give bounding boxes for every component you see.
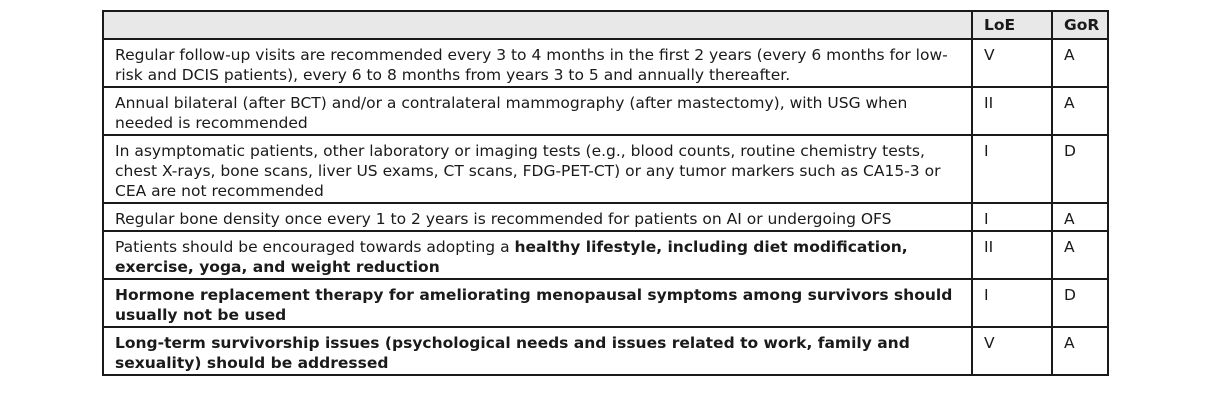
header-gor: GoR [1052, 11, 1108, 39]
table-row [103, 203, 1108, 231]
table-body [103, 39, 1108, 375]
statement-text: In asymptomatic patients, other laboratory or imaging tests (e.g., blood counts, routine chemistry tests, chest X-rays, bone scans, liver US exams, CT scans, FDG-PET-CT) or any tumor markers such as CA15-3 or CEA are not recommended [115, 142, 941, 200]
table-header [103, 11, 1108, 39]
header-statement [103, 11, 972, 39]
loe-cell: I [972, 135, 1052, 203]
gor-cell: A [1052, 327, 1108, 375]
table-row [103, 87, 1108, 135]
table-row [103, 39, 1108, 87]
statement-cell [103, 279, 972, 327]
statement-text: Regular follow-up visits are recommended every 3 to 4 months in the first 2 years (every 6 months for low-risk and DCIS patients), every 6 to 8 months from years 3 to 5 and annually thereafter. [115, 46, 948, 84]
header-loe: LoE [972, 11, 1052, 39]
gor-cell: A [1052, 39, 1108, 87]
statement-cell [103, 203, 972, 231]
recommendations-table [102, 10, 1109, 376]
table-row [103, 231, 1108, 279]
loe-cell: II [972, 231, 1052, 279]
loe-cell: I [972, 279, 1052, 327]
statement-cell [103, 39, 972, 87]
statement-text: Annual bilateral (after BCT) and/or a contralateral mammography (after mastectomy), with USG when needed is recommended [115, 94, 908, 132]
loe-cell: II [972, 87, 1052, 135]
gor-cell: D [1052, 279, 1108, 327]
statement-emphasis: healthy lifestyle, including diet modification, exercise, yoga, and weight reduction [115, 238, 908, 276]
statement-emphasis: Long-term survivorship issues (psychological needs and issues related to work, family and sexuality) should be addressed [115, 334, 910, 372]
loe-cell: V [972, 327, 1052, 375]
table-row [103, 279, 1108, 327]
header-row [103, 11, 1108, 39]
gor-cell: A [1052, 87, 1108, 135]
gor-cell: D [1052, 135, 1108, 203]
loe-cell: I [972, 203, 1052, 231]
statement-emphasis: Hormone replacement therapy for ameliorating menopausal symptoms among survivors should usually not be used [115, 286, 953, 324]
loe-cell: V [972, 39, 1052, 87]
statement-cell [103, 87, 972, 135]
table-row [103, 135, 1108, 203]
table-row [103, 327, 1108, 375]
statement-cell [103, 231, 972, 279]
statement-text: Patients should be encouraged towards adopting a [115, 238, 515, 256]
statement-text: Regular bone density once every 1 to 2 years is recommended for patients on AI or undergoing OFS [115, 210, 892, 228]
gor-cell: A [1052, 231, 1108, 279]
statement-cell [103, 135, 972, 203]
gor-cell: A [1052, 203, 1108, 231]
statement-cell [103, 327, 972, 375]
